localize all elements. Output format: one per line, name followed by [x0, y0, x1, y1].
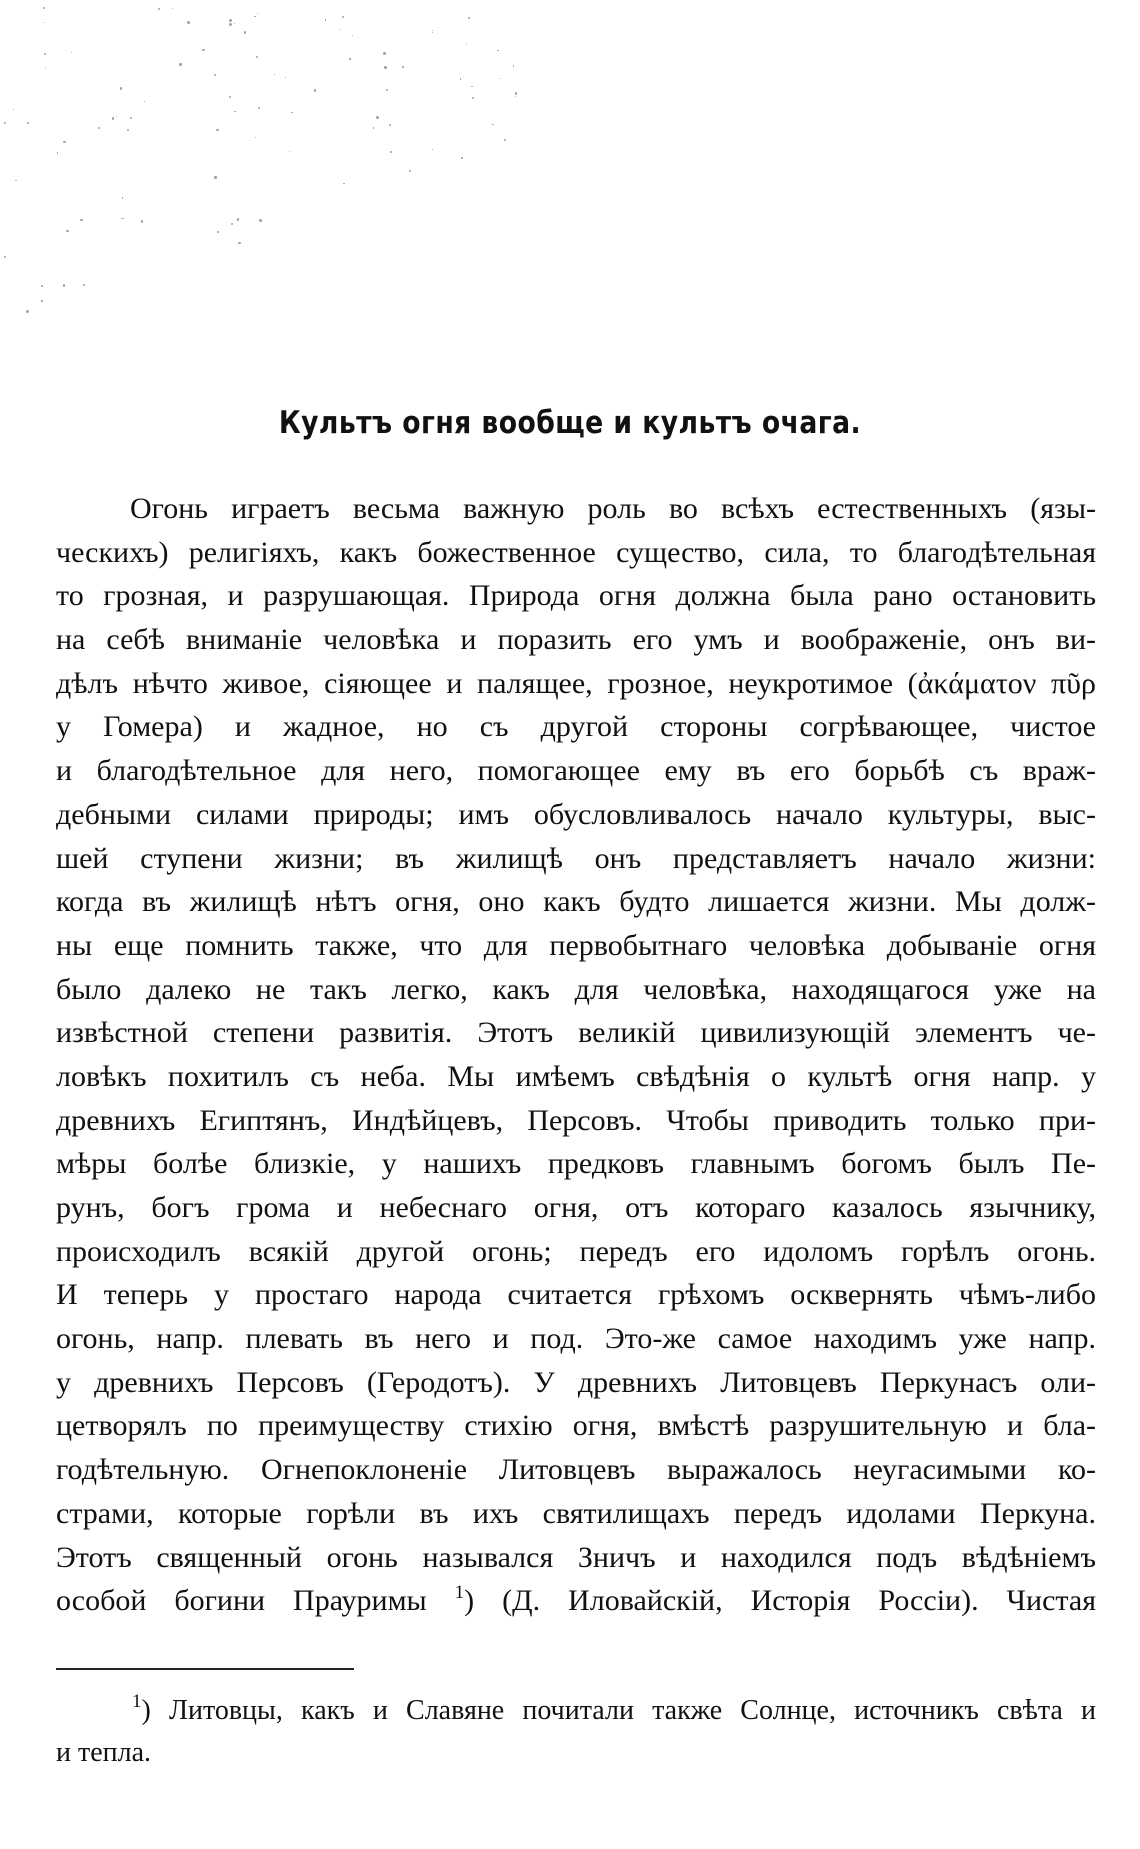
text-line: Огонь играетъ весьма важную роль во всѣхъ естественныхъ (язы-: [130, 492, 1096, 525]
speckle-dot: [389, 124, 391, 126]
speckle-dot: [234, 23, 235, 24]
speckle-dot: [41, 285, 43, 287]
text-line-with-footnote-ref: [56, 1579, 1096, 1623]
speckle-dot: [285, 77, 286, 78]
speckle-dot: [15, 180, 17, 182]
text-line: годѣтельную. Огнепоклоненіе Литовцевъ выражалось неугасимыми ко-: [56, 1453, 1096, 1487]
speckle-dot: [229, 19, 232, 22]
speckle-dot: [26, 310, 29, 313]
speckle-dot: [13, 109, 15, 111]
speckle-dot: [63, 141, 66, 144]
speckle-dot: [384, 66, 387, 69]
speckle-dot: [499, 78, 500, 79]
speckle-dot: [214, 74, 217, 77]
text-line: ческихъ) религіяхъ, какъ божественное существо, сила, то благодѣтельная: [56, 535, 1096, 569]
text-line: происходилъ всякій другой огонь; передъ его идоломъ горѣлъ огонь.: [56, 1234, 1096, 1268]
speckle-dot: [122, 197, 123, 198]
speckle-dot: [402, 66, 404, 68]
body-paragraph: [56, 487, 1096, 1623]
speckle-dot: [144, 101, 146, 103]
speckle-dot: [258, 107, 261, 110]
speckle-dot: [229, 96, 231, 98]
speckle-dot: [432, 30, 433, 31]
text-line: дѣлъ нѣчто живое, сіяющее и палящее, грозное, неукротимое (ἀκάματον πῦρ: [56, 666, 1096, 700]
text-line: у древнихъ Персовъ (Геродотъ). У древнихъ Литовцевъ Перкунасъ оли-: [56, 1365, 1096, 1399]
speckle-dot: [468, 17, 470, 19]
text-line: огонь, напр. плевать въ него и под. Это-же самое находимъ уже напр.: [56, 1322, 1096, 1356]
speckle-dot: [515, 96, 516, 97]
footnote-text: ) Литовцы, какъ и Славяне почитали также Солнце, источникъ свѣта и: [141, 1695, 1096, 1726]
text-line: извѣстной степени развитія. Этотъ великій цивилизующій элементъ че-: [56, 1016, 1096, 1050]
speckle-dot: [376, 116, 379, 119]
text-line: Этотъ священный огонь назывался Зничъ и находился подъ вѣдѣніемъ: [56, 1540, 1096, 1574]
speckle-dot: [66, 230, 69, 233]
speckle-dot: [217, 231, 219, 233]
speckle-dot: [409, 170, 411, 172]
text-line: то грозная, и разрушающая. Природа огня должна была рано остановить: [56, 579, 1096, 613]
speckle-dot: [127, 129, 129, 131]
speckle-dot: [314, 89, 317, 92]
text-fragment: ) (Д. Иловайскій, Исторія Россіи). Чистая: [464, 1584, 1096, 1618]
speckle-dot: [214, 176, 216, 178]
speckle-dot: [229, 23, 232, 26]
speckle-dot: [504, 139, 507, 142]
footnote-marker: 1: [132, 1691, 142, 1712]
speckle-dot: [349, 58, 350, 59]
speckle-dot: [121, 218, 123, 220]
footnote: [56, 1690, 1096, 1774]
speckle-dot: [112, 117, 114, 119]
text-line: на себѣ вниманіе человѣка и поразить его умъ и воображеніе, онъ ви-: [56, 623, 1096, 657]
speckle-dot: [386, 89, 388, 91]
speckle-dot: [123, 218, 124, 219]
speckle-dot: [231, 223, 233, 225]
speckle-dot: [45, 68, 46, 69]
text-line: цетворялъ по преимуществу стихію огня, вмѣстѣ разрушительную и бла-: [56, 1409, 1096, 1443]
speckle-dot: [274, 74, 275, 75]
text-line: ловѣкъ похитилъ съ неба. Мы имѣемъ свѣдѣнія о культѣ огня напр. у: [56, 1059, 1096, 1093]
speckle-dot: [492, 124, 494, 126]
speckle-dot: [43, 22, 44, 23]
speckle-dot: [71, 52, 72, 53]
speckle-dot: [289, 151, 291, 153]
speckle-dot: [340, 29, 341, 30]
speckle-dot: [41, 300, 43, 302]
speckle-dot: [83, 284, 85, 286]
speckle-dot: [187, 21, 190, 24]
speckle-dot: [432, 149, 433, 150]
text-line: и благодѣтельное для него, помогающее ему въ его борьбѣ съ враж-: [56, 754, 1096, 788]
speckle-dot: [460, 78, 462, 80]
speckle-dot: [141, 220, 144, 223]
text-line: у Гомера) и жадное, но съ другой стороны согрѣвающее, чистое: [56, 710, 1096, 744]
speckle-dot: [120, 87, 123, 90]
footnote-reference: 1: [454, 1582, 465, 1604]
speckle-dot: [158, 8, 160, 10]
footnote-line: и тепла.: [56, 1737, 152, 1768]
speckle-dot: [254, 16, 256, 18]
speckle-dot: [202, 49, 204, 51]
speckle-dot: [4, 256, 6, 258]
footnote-line: [56, 1690, 1096, 1732]
speckle-dot: [130, 117, 132, 119]
speckle-dot: [291, 112, 292, 113]
speckle-dot: [461, 157, 463, 159]
speckle-dot: [63, 284, 65, 286]
text-line: мѣры болѣе близкіе, у нашихъ предковъ главнымъ богомъ былъ Пе-: [56, 1147, 1096, 1181]
text-line: дебными силами природы; имъ обусловливалось начало культуры, выс-: [56, 797, 1096, 831]
chapter-title: Культъ огня вообще и культъ очага.: [278, 405, 862, 441]
speckle-dot: [44, 53, 46, 55]
text-line: рунъ, богъ грома и небеснаго огня, отъ котораго казалось язычнику,: [56, 1191, 1096, 1224]
speckle-dot: [255, 137, 256, 138]
speckle-dot: [373, 127, 375, 129]
speckle-dot: [342, 16, 344, 18]
speckle-dot: [237, 218, 239, 220]
speckle-dot: [472, 97, 474, 99]
speckle-dot: [383, 52, 386, 55]
footnote-divider: [56, 1668, 354, 1670]
speckle-dot: [80, 219, 82, 221]
speckle-dot: [256, 56, 258, 58]
speckle-dot: [116, 116, 117, 117]
speckle-dot: [244, 31, 247, 34]
speckle-dot: [43, 7, 45, 9]
speckle-dot: [471, 86, 473, 88]
speckle-dot: [515, 92, 518, 95]
speckle-dot: [98, 127, 100, 129]
speckle-dot: [497, 50, 499, 52]
speckle-dot: [325, 19, 327, 21]
speckle-dot: [4, 122, 6, 124]
speckle-dot: [172, 8, 173, 9]
text-line: древнихъ Египтянъ, Индѣйцевъ, Персовъ. Чтобы приводить только при-: [56, 1103, 1096, 1137]
speckle-dot: [432, 32, 434, 34]
text-line: шей ступени жизни; въ жилищѣ онъ представляетъ начало жизни:: [56, 841, 1096, 875]
speckle-dot: [257, 13, 259, 15]
text-line: страми, которые горѣли въ ихъ святилищахъ передъ идолами Перкуна.: [56, 1496, 1096, 1530]
text-line: когда въ жилищѣ нѣтъ огня, оно какъ будто лишается жизни. Мы долж-: [56, 885, 1096, 919]
speckle-dot: [179, 63, 182, 66]
speckle-dot: [238, 242, 241, 245]
scan-speckle-noise: [0, 0, 560, 360]
speckle-dot: [390, 151, 392, 153]
text-line: было далеко не такъ легко, какъ для человѣка, находящагося уже на: [56, 972, 1096, 1006]
speckle-dot: [234, 111, 236, 113]
speckle-dot: [513, 65, 515, 67]
text-line: ны еще помнить также, что для первобытнаго человѣка добываніе огня: [56, 928, 1096, 962]
speckle-dot: [216, 129, 218, 131]
speckle-dot: [57, 152, 59, 154]
text-line: И теперь у простаго народа считается грѣхомъ осквернять чѣмъ-либо: [56, 1278, 1096, 1312]
text-fragment: особой богини Прауримы: [56, 1584, 427, 1618]
speckle-dot: [27, 122, 29, 124]
speckle-dot: [343, 183, 345, 185]
speckle-dot: [352, 35, 353, 36]
speckle-dot: [259, 219, 261, 221]
speckle-dot: [466, 43, 467, 44]
